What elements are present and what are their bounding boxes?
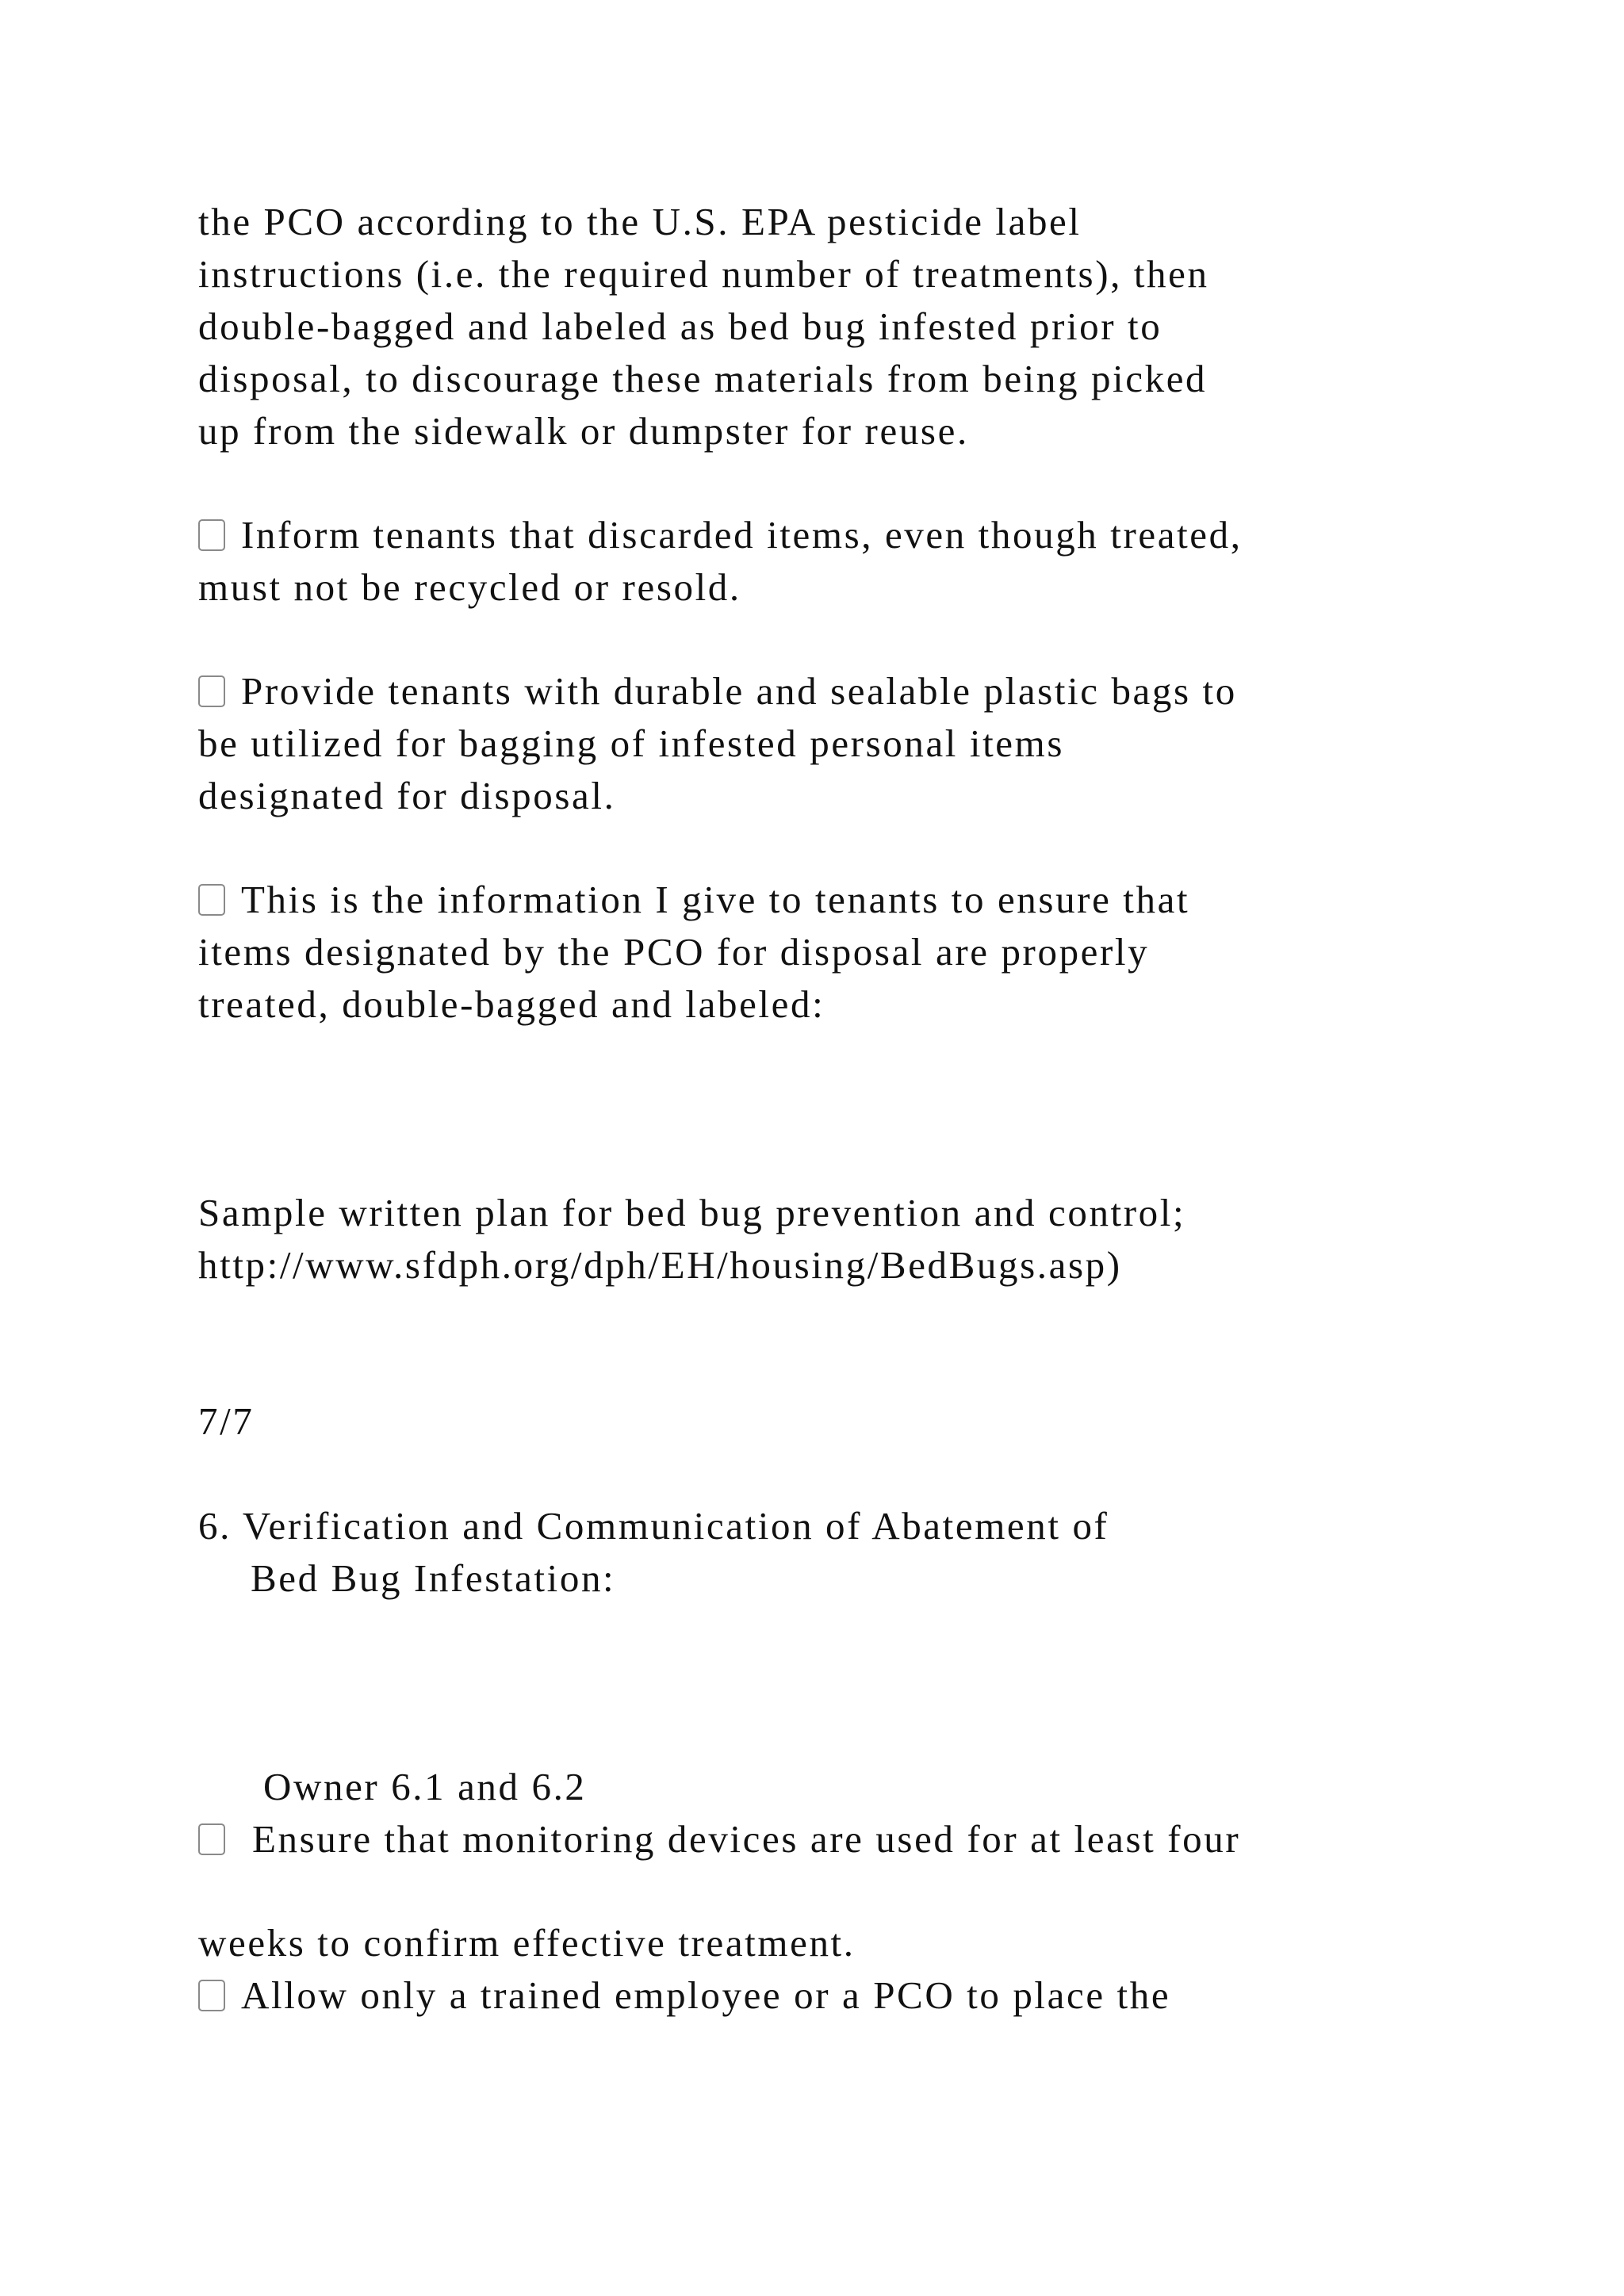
missing-glyph-bullet-icon: [198, 519, 225, 551]
bullet-item: [198, 668, 1237, 715]
text-line: must not be recycled or resold.: [198, 565, 741, 609]
owner-label: Owner 6.1 and 6.2: [263, 1765, 587, 1808]
bullet-item: [198, 876, 1189, 924]
text-line: instructions (i.e. the required number of treatments), then: [198, 252, 1209, 296]
bullet-text: Ensure that monitoring devices are used for at least four: [252, 1817, 1241, 1861]
text-line: treated, double-bagged and labeled:: [198, 982, 825, 1026]
text-line: weeks to confirm effective treatment.: [198, 1921, 856, 1965]
missing-glyph-bullet-icon: [198, 884, 225, 916]
section-heading-continuation: Bed Bug Infestation:: [251, 1556, 616, 1600]
bullet-text: This is the information I give to tenants to ensure that: [241, 878, 1190, 921]
text-line: items designated by the PCO for disposal are properly: [198, 930, 1150, 974]
page-number: 7/7: [198, 1399, 255, 1443]
text-line: Sample written plan for bed bug prevention and control;: [198, 1191, 1186, 1234]
bullet-text: Inform tenants that discarded items, even though treated,: [241, 513, 1243, 557]
text-line: be utilized for bagging of infested personal items: [198, 721, 1065, 765]
section-heading: 6. Verification and Communication of Abatement of: [198, 1504, 1109, 1548]
missing-glyph-bullet-icon: [198, 675, 225, 707]
missing-glyph-bullet-icon: [198, 1980, 225, 2011]
bullet-text: Provide tenants with durable and sealable plastic bags to: [241, 669, 1237, 713]
text-line: disposal, to discourage these materials from being picked: [198, 357, 1208, 400]
text-line: designated for disposal.: [198, 774, 616, 817]
text-line: the PCO according to the U.S. EPA pesticide label: [198, 200, 1082, 243]
bullet-item: [198, 511, 1243, 559]
bullet-item: [198, 1816, 1240, 1863]
missing-glyph-bullet-icon: [198, 1823, 225, 1855]
text-line: double-bagged and labeled as bed bug infested prior to: [198, 304, 1162, 348]
bullet-text: Allow only a trained employee or a PCO to place the: [241, 1973, 1171, 2017]
text-line: up from the sidewalk or dumpster for reuse.: [198, 409, 969, 453]
bullet-item: [198, 1972, 1170, 2019]
url-text: http://www.sfdph.org/dph/EH/housing/BedBugs.asp): [198, 1243, 1122, 1287]
